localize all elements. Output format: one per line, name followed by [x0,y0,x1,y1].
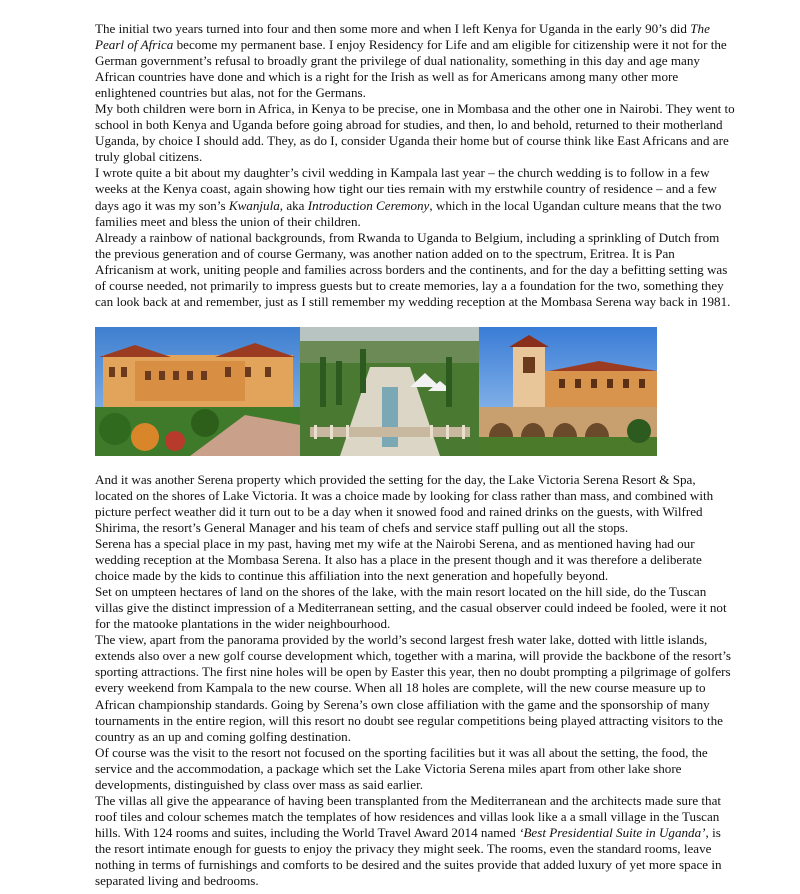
text-run: And it was another Serena property which provided the setting for the day, the Lake Victoria Serena Resort & Spa, located on the shores of Lake Victoria. It was a choice made by looking for class rather than mass, and combined with picture perfect weather did it turn out to be a day when it snowed food and rained drinks on the guests, with Wilfred Shirima, the resort’s General Manager and his team of chefs and service staff pulling out all the stops. [95,471,714,535]
paragraph [95,101,735,165]
italic-text: Introduction Ceremony [307,197,430,213]
paragraph [95,165,735,229]
article-text-top [95,21,735,310]
text-run: , aka [279,197,308,213]
photo-strip [95,327,735,456]
paragraph [95,230,735,310]
text-run: , is the resort intimate enough for guests to enjoy the privacy they might seek. The rooms, even the standard rooms, leave nothing in terms of furnishings and comforts to be desired and the suites provide that added luxury of yet more space in separated living and bedrooms. [95,824,722,889]
paragraph [95,632,735,744]
text-run: become my permanent base. I enjoy Residency for Life and am eligible for citizenship were it not for the German government’s refusal to broadly grant the privilege of dual nationality, something in this day and age many African countries have done and which is a right for the Irish as well as for Americans among many other more enlightened countries but alas, not for the Germans. [95,37,727,101]
text-run: The villas all give the appearance of having been transplanted from the Mediterranean and the architects made sure that roof tiles and colour schemes match the templates of how residences and villas look like a a small village in the Tuscan hills. With 124 rooms and suites, including the World Travel Award 2014 named [95,792,722,840]
text-run: Of course was the visit to the resort not focused on the sporting facilities but it was all about the setting, the food, the service and the accommodation, a package which set the Lake Victoria Serena miles apart from other lake shore developments, distinguished by class over mass as said earlier. [95,744,708,792]
article-text-bottom [95,472,735,889]
text-run: I wrote quite a bit about my daughter’s civil wedding in Kampala last year – the church wedding is to follow in a few weeks at the Kenya coast, again showing how tight our ties remain with my erstwhile country of residence – and a few days ago it was my son’s [95,165,717,213]
paragraph [95,536,735,584]
paragraph [95,584,735,632]
text-run: Serena has a special place in my past, having met my wife at the Nairobi Serena, and as mentioned having had our wedding reception at the Mombasa Serena. It also has a place in the present though and it was therefore a deliberate choice made by the kids to continue this affiliation into the next generation and hopefully beyond. [95,536,702,584]
text-run: Set on umpteen hectares of land on the shores of the lake, with the main resort located on the hill side, do the Tuscan villas give the distinct impression of a Mediterranean setting, and the casual observer could indeed be fooled, were it not for the matooke plantations in the wider neighbourhood. [95,584,727,632]
italic-text: Kwanjula [228,197,280,213]
italic-text: ‘Best Presidential Suite in Uganda’ [519,824,706,840]
terraced-garden-photo [300,327,479,456]
paragraph [95,21,735,101]
resort-main-building-photo [95,327,300,456]
resort-tower-photo [479,327,657,456]
paragraph [95,745,735,793]
text-run: My both children were born in Africa, in Kenya to be precise, one in Mombasa and the other one in Nairobi. They went to school in both Kenya and Uganda before going abroad for studies, and then, lo and behold, returned to their motherland Uganda, by choice I should add. They, as do I, consider Uganda their home but of course think like East Africans and are truly global citizens. [95,101,735,165]
paragraph [95,793,735,889]
text-run: The initial two years turned into four and then some more and when I left Kenya for Uganda in the early 90’s did [95,21,691,36]
document-page [95,21,735,889]
text-run: Already a rainbow of national backgrounds, from Rwanda to Uganda to Belgium, including a sprinkling of Dutch from the previous generation and of course Germany, was another nation added on to the spectrum, Eritrea. It is Pan Africanism at work, uniting people and families across borders and the continents, and for the day a befitting setting was of course needed, not primarily to impress guests but to create memories, lay a a foundation for the two, something they can look back at and remember, just as I still remember my wedding reception at the Mombasa Serena way back in 1981. [95,229,731,309]
italic-text: The Pearl of Africa [95,21,710,53]
text-run: The view, apart from the panorama provided by the world’s second largest fresh water lake, dotted with little islands, extends also over a new golf course development which, together with a marina, will provide the backbone of the resort’s sporting attractions. The first nine holes will be open by Easter this year, then no doubt prompting a pilgrimage of golfers every weekend from Kampala to the new course. When all 18 holes are complete, will the new course measure up to African championship standards. Going by Serena’s own close affiliation with the game and the sponsorship of many tournaments in the entire region, will this resort no doubt see regular competitions being played attracting visitors to the country as an up and coming golfing destination. [95,632,731,744]
text-run: , which in the local Ugandan culture means that the two families meet and bless the union of their children. [95,197,722,229]
paragraph [95,472,735,536]
